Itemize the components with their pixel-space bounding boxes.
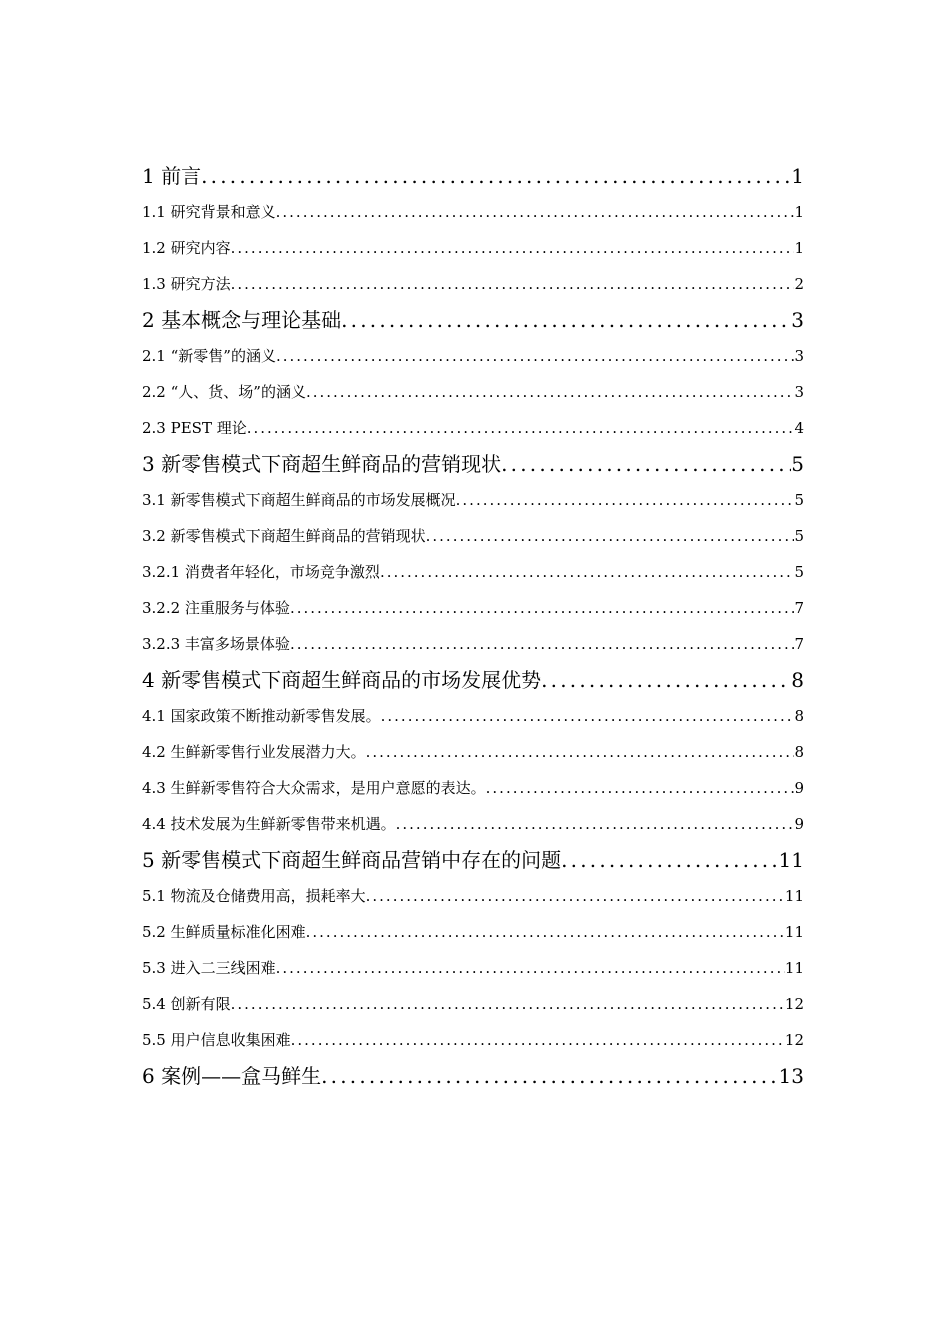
toc-entry[interactable] bbox=[142, 878, 804, 914]
toc-entry-page: 2 bbox=[794, 275, 804, 293]
dot-leader bbox=[306, 374, 794, 410]
toc-entry-title: 5.3 进入二三线困难 bbox=[142, 959, 276, 977]
toc-entry-title: 1 前言 bbox=[142, 164, 202, 188]
dot-leader bbox=[380, 554, 795, 590]
toc-entry[interactable] bbox=[142, 446, 804, 482]
dot-leader bbox=[396, 806, 795, 842]
toc-entry-title: 2.2 “人、货、场”的涵义 bbox=[142, 383, 306, 401]
toc-entry[interactable] bbox=[142, 914, 804, 950]
toc-entry-title: 2.3 PEST 理论 bbox=[142, 419, 247, 437]
dot-leader bbox=[276, 950, 785, 986]
toc-entry-title: 3.2 新零售模式下商超生鲜商品的营销现状 bbox=[142, 527, 426, 545]
toc-entry-page: 4 bbox=[794, 419, 804, 437]
dot-leader bbox=[306, 914, 785, 950]
toc-entry-page: 5 bbox=[794, 563, 804, 581]
dot-leader bbox=[501, 446, 791, 482]
toc-entry-page: 12 bbox=[784, 995, 804, 1013]
dot-leader bbox=[290, 590, 795, 626]
toc-entry-title: 6 案例——盒马鲜生 bbox=[142, 1064, 322, 1088]
dot-leader bbox=[291, 1022, 785, 1058]
toc-entry-title: 3.2.1 消费者年轻化，市场竞争激烈 bbox=[142, 563, 380, 581]
dot-leader bbox=[381, 698, 795, 734]
dot-leader bbox=[201, 158, 791, 194]
toc-entry-title: 5.4 创新有限 bbox=[142, 995, 231, 1013]
toc-entry-page: 11 bbox=[784, 923, 804, 941]
toc-entry[interactable] bbox=[142, 482, 804, 518]
toc-entry-page: 9 bbox=[794, 815, 804, 833]
dot-leader bbox=[321, 1058, 778, 1094]
toc-entry-page: 3 bbox=[791, 308, 804, 332]
toc-entry[interactable] bbox=[142, 734, 804, 770]
toc-entry[interactable] bbox=[142, 194, 804, 230]
toc-entry-title: 2.1 “新零售”的涵义 bbox=[142, 347, 276, 365]
toc-entry[interactable] bbox=[142, 302, 804, 338]
dot-leader bbox=[426, 518, 795, 554]
dot-leader bbox=[290, 626, 795, 662]
toc-entry[interactable] bbox=[142, 230, 804, 266]
dot-leader bbox=[231, 266, 795, 302]
toc-entry-page: 3 bbox=[794, 383, 804, 401]
toc-entry-title: 1.2 研究内容 bbox=[142, 239, 231, 257]
table-of-contents bbox=[142, 158, 804, 1094]
toc-entry-title: 5 新零售模式下商超生鲜商品营销中存在的问题 bbox=[142, 848, 562, 872]
toc-entry-title: 5.1 物流及仓储费用高，损耗率大 bbox=[142, 887, 366, 905]
dot-leader bbox=[456, 482, 795, 518]
toc-entry-title: 4 新零售模式下商超生鲜商品的市场发展优势 bbox=[142, 668, 542, 692]
toc-entry[interactable] bbox=[142, 626, 804, 662]
toc-entry[interactable] bbox=[142, 1022, 804, 1058]
toc-entry-page: 7 bbox=[794, 599, 804, 617]
toc-entry-page: 5 bbox=[791, 452, 804, 476]
toc-entry-title: 3.2.2 注重服务与体验 bbox=[142, 599, 290, 617]
toc-entry-title: 1.1 研究背景和意义 bbox=[142, 203, 276, 221]
toc-entry[interactable] bbox=[142, 950, 804, 986]
toc-entry-page: 12 bbox=[784, 1031, 804, 1049]
toc-entry[interactable] bbox=[142, 806, 804, 842]
toc-entry[interactable] bbox=[142, 374, 804, 410]
toc-entry-page: 8 bbox=[794, 743, 804, 761]
toc-entry-page: 11 bbox=[778, 848, 804, 872]
toc-entry-page: 8 bbox=[791, 668, 804, 692]
toc-entry[interactable] bbox=[142, 986, 804, 1022]
toc-entry[interactable] bbox=[142, 410, 804, 446]
toc-entry[interactable] bbox=[142, 554, 804, 590]
toc-entry[interactable] bbox=[142, 770, 804, 806]
dot-leader bbox=[341, 302, 791, 338]
dot-leader bbox=[561, 842, 778, 878]
toc-entry-title: 3 新零售模式下商超生鲜商品的营销现状 bbox=[142, 452, 502, 476]
toc-entry-page: 11 bbox=[784, 959, 804, 977]
toc-entry[interactable] bbox=[142, 698, 804, 734]
dot-leader bbox=[231, 230, 795, 266]
toc-entry-page: 1 bbox=[794, 203, 804, 221]
toc-entry[interactable] bbox=[142, 842, 804, 878]
toc-entry-title: 4.4 技术发展为生鲜新零售带来机遇。 bbox=[142, 815, 396, 833]
toc-entry-title: 2 基本概念与理论基础 bbox=[142, 308, 342, 332]
toc-entry-page: 8 bbox=[794, 707, 804, 725]
toc-entry-title: 3.1 新零售模式下商超生鲜商品的市场发展概况 bbox=[142, 491, 456, 509]
toc-entry[interactable] bbox=[142, 590, 804, 626]
dot-leader bbox=[276, 338, 794, 374]
dot-leader bbox=[366, 878, 785, 914]
toc-entry-title: 4.3 生鲜新零售符合大众需求，是用户意愿的表达。 bbox=[142, 779, 486, 797]
toc-entry-title: 5.5 用户信息收集困难 bbox=[142, 1031, 291, 1049]
toc-entry[interactable] bbox=[142, 1058, 804, 1094]
toc-entry-page: 7 bbox=[794, 635, 804, 653]
toc-entry-page: 5 bbox=[794, 527, 804, 545]
toc-entry-title: 5.2 生鲜质量标准化困难 bbox=[142, 923, 306, 941]
toc-entry[interactable] bbox=[142, 158, 804, 194]
toc-entry-page: 1 bbox=[791, 164, 804, 188]
toc-entry[interactable] bbox=[142, 662, 804, 698]
toc-entry-page: 5 bbox=[794, 491, 804, 509]
toc-entry-title: 3.2.3 丰富多场景体验 bbox=[142, 635, 290, 653]
toc-entry-page: 13 bbox=[778, 1064, 804, 1088]
toc-entry-page: 1 bbox=[794, 239, 804, 257]
toc-entry-page: 11 bbox=[784, 887, 804, 905]
toc-entry-title: 4.2 生鲜新零售行业发展潜力大。 bbox=[142, 743, 366, 761]
dot-leader bbox=[486, 770, 795, 806]
toc-entry-page: 9 bbox=[794, 779, 804, 797]
dot-leader bbox=[366, 734, 795, 770]
dot-leader bbox=[247, 410, 795, 446]
dot-leader bbox=[231, 986, 785, 1022]
toc-entry[interactable] bbox=[142, 338, 804, 374]
toc-entry-title: 4.1 国家政策不断推动新零售发展。 bbox=[142, 707, 381, 725]
toc-entry-title: 1.3 研究方法 bbox=[142, 275, 231, 293]
toc-entry-page: 3 bbox=[794, 347, 804, 365]
dot-leader bbox=[276, 194, 795, 230]
toc-entry[interactable] bbox=[142, 266, 804, 302]
toc-entry[interactable] bbox=[142, 518, 804, 554]
dot-leader bbox=[541, 662, 791, 698]
